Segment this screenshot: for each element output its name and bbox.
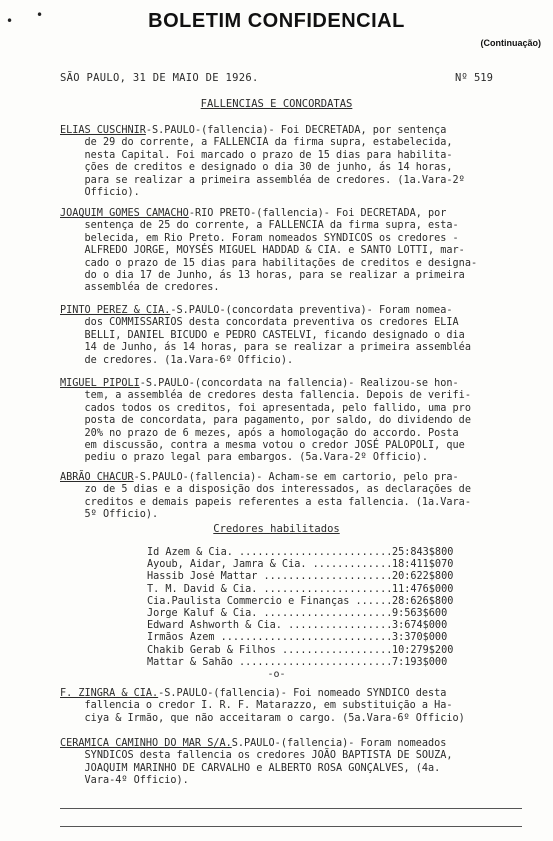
entry-line: -S.PAULO-(concordata na fallencia)- Realizou-se hon- bbox=[139, 378, 459, 389]
creditor-amount: 9:563$600 bbox=[392, 608, 448, 620]
entry-line: de 29 do corrente, a FALLENCIA da firma supra, estabelecida, bbox=[84, 137, 453, 149]
creditor-amount: 18:411$070 bbox=[392, 559, 454, 571]
creditor-row bbox=[147, 645, 527, 657]
entry-line: creditos e demais papeis referentes a esta fallencia. (1a.Vara- bbox=[84, 496, 471, 508]
entry-line: fallencia o credor I. R. F. Matarazzo, em substituição a Ha- bbox=[84, 700, 453, 712]
entry-name: F. ZINGRA & CIA. bbox=[60, 688, 159, 699]
creditor-amount: 28:626$800 bbox=[392, 595, 454, 607]
entry-pinto-perez bbox=[60, 305, 530, 367]
entry-line: ALFREDO JORGE, MOYSÉS MIGUEL HADDAD & CIA. e SANTO LOTTI, mar- bbox=[84, 245, 465, 257]
entry-line: -S.PAULO-(fallencia)- Acham-se em cartorio, pelo pra- bbox=[133, 472, 459, 483]
entry-line: Vara-4º Officio). bbox=[84, 775, 189, 787]
creditor-name: Hassib José Mattar ..... bbox=[147, 571, 392, 583]
entry-line: tem, a assembléa de credores desta fallencia. Depois de verifi- bbox=[84, 390, 471, 402]
entry-name: CERAMICA CAMINHO DO MAR S/A. bbox=[60, 738, 232, 749]
entry-line: sentença de 25 do corrente, a FALLENCIA da firma supra, esta- bbox=[84, 220, 459, 232]
entry-line: -S.PAULO-(fallencia)- Foi DECRETADA, por sentença bbox=[145, 125, 447, 136]
entry-line: 5º Officio). bbox=[84, 509, 159, 521]
entry-abrao-chacur bbox=[60, 472, 530, 522]
entry-elias-cuschnir bbox=[60, 125, 530, 199]
creditor-amount: 25:843$800 bbox=[392, 547, 454, 558]
creditor-row bbox=[147, 620, 527, 632]
entry-line: ções de creditos e designado o dia 30 de junho, ás 14 horas, bbox=[84, 162, 453, 174]
entry-name: JOAQUIM GOMES CAMACHO bbox=[60, 208, 189, 219]
entry-line: ciya & Irmão, que não acceitaram o cargo. (5a.Vara-6º Officio) bbox=[84, 712, 465, 724]
creditor-name: T. M. David & Cia. ..... bbox=[147, 584, 392, 596]
creditor-amount: 11:476$000 bbox=[392, 583, 454, 595]
entry-name: ABRÃO CHACUR bbox=[60, 472, 134, 483]
entry-name: PINTO PEREZ & CIA. bbox=[60, 305, 171, 316]
creditor-name: Ayoub, Aidar, Jamra & Cia. ..... bbox=[147, 559, 392, 571]
divider-line bbox=[60, 808, 522, 809]
entry-f-zingra bbox=[60, 688, 530, 725]
entry-line: para se realizar a primeira assembléa de credores. (1a.Vara-2º bbox=[84, 174, 465, 186]
entry-line: de credores. (1a.Vara-6º Officio). bbox=[84, 354, 294, 366]
creditor-amount: 10:279$200 bbox=[392, 644, 454, 656]
entry-line: do o dia 17 de Junho, ás 13 horas, para se realizar a primeira bbox=[84, 270, 465, 282]
entry-line: JOAQUIM MARINHO DE CARVALHO e ALBERTO ROSA GONÇALVES, (4a. bbox=[84, 762, 441, 774]
creditor-amount: 20:622$800 bbox=[392, 571, 454, 583]
entry-line: 20% no prazo de 6 mezes, após a homologação do accordo. Posta bbox=[84, 427, 459, 439]
divider-line bbox=[60, 826, 522, 827]
creditor-row bbox=[147, 584, 527, 596]
creditor-amount: 3:370$000 bbox=[392, 632, 448, 644]
creditor-name: Mattar & Sahão ..... bbox=[147, 657, 392, 669]
entry-name: ELIAS CUSCHNIR bbox=[60, 125, 146, 136]
entry-line: S.PAULO-(fallencia)- Foram nomeados bbox=[231, 738, 447, 749]
bulletin-title: BOLETIM CONFIDENCIAL bbox=[148, 10, 405, 32]
creditor-row bbox=[147, 559, 527, 571]
entry-line: assembléa de credores. bbox=[84, 282, 220, 294]
entry-line: BELLI, DANIEL BICUDO e PEDRO CASTELVI, ficando designado o dia bbox=[84, 329, 465, 341]
entry-line: nesta Capital. Foi marcado o prazo de 15 dias para habilita- bbox=[84, 149, 453, 161]
creditor-row bbox=[147, 571, 527, 583]
creditor-name: Edward Ashworth & Cia. ..... bbox=[147, 620, 392, 632]
entry-line: cado o prazo de 15 dias para habilitações de creditos e designa- bbox=[84, 257, 478, 269]
creditor-row bbox=[147, 547, 527, 559]
creditor-row bbox=[147, 596, 527, 608]
entry-name: MIGUEL PIPOLI bbox=[60, 378, 140, 389]
creditors-title: Credores habilitados bbox=[213, 523, 340, 535]
entry-miguel-pipoli bbox=[60, 378, 530, 465]
creditor-name: Id Azem & Cia. ..... bbox=[147, 547, 392, 559]
entry-line: em discussão, contra a mesma votou o credor JOSÉ PALOPOLI, que bbox=[84, 440, 465, 452]
entry-line: belecida, em Rio Preto. Foram nomeados SYNDICOS os credores - bbox=[84, 232, 459, 244]
creditor-amount: 3:674$000 bbox=[392, 620, 448, 632]
entry-line: pediu o prazo legal para embargos. (5a.Vara-2º Officio). bbox=[84, 452, 429, 464]
creditor-name: Irmãos Azem ..... bbox=[147, 632, 392, 644]
dateline: SÃO PAULO, 31 DE MAIO DE 1926. bbox=[60, 72, 259, 84]
entry-line: Officio). bbox=[84, 187, 140, 199]
separator: -o- bbox=[267, 669, 286, 680]
creditor-row bbox=[147, 632, 527, 644]
creditor-row bbox=[147, 608, 527, 620]
bulletin-number: Nº 519 bbox=[455, 72, 493, 84]
entry-line: dos COMMISSARIOS desta concordata preventiva os credores ELIA bbox=[84, 317, 459, 329]
creditor-name: Jorge Kaluf & Cia. ..... bbox=[147, 608, 392, 620]
entry-line: zo de 5 dias e a disposição dos interessados, as declarações de bbox=[84, 484, 471, 496]
entry-line: SYNDICOS desta fallencia os credores JOÃO BAPTISTA DE SOUZA, bbox=[84, 750, 453, 762]
corner-mark: • bbox=[6, 14, 14, 28]
entry-line: 14 de Junho, ás 14 horas, para se realizar a primeira assembléa bbox=[84, 342, 471, 354]
continuation-label: (Continuação) bbox=[480, 38, 541, 48]
creditor-name: Chakib Gerab & Filhos ..... bbox=[147, 645, 392, 657]
creditor-name: Cia.Paulista Commercio e Finanças ..... bbox=[147, 596, 392, 608]
creditor-row bbox=[147, 657, 527, 669]
entry-joaquim-gomes-camacho bbox=[60, 208, 530, 295]
creditors-list bbox=[147, 547, 527, 669]
entry-ceramica-caminho-do-mar bbox=[60, 738, 530, 788]
entry-line: posta de concordata, para pagamento, por saldo, do dividendo de bbox=[84, 415, 471, 427]
entry-line: -RIO PRETO-(fallencia)- Foi DECRETADA, por bbox=[188, 208, 447, 219]
creditor-amount: 7:193$000 bbox=[392, 656, 448, 668]
corner-mark-2: • bbox=[36, 8, 44, 22]
section-title: FALLENCIAS E CONCORDATAS bbox=[200, 98, 353, 110]
entry-line: -S.PAULO-(fallencia)- Foi nomeado SYNDICO desta bbox=[158, 688, 447, 699]
entry-line: -S.PAULO-(concordata preventiva)- Foram nomea- bbox=[170, 305, 453, 316]
entry-line: cados todos os creditos, foi apresentada, pelo fallido, uma pro bbox=[84, 402, 471, 414]
